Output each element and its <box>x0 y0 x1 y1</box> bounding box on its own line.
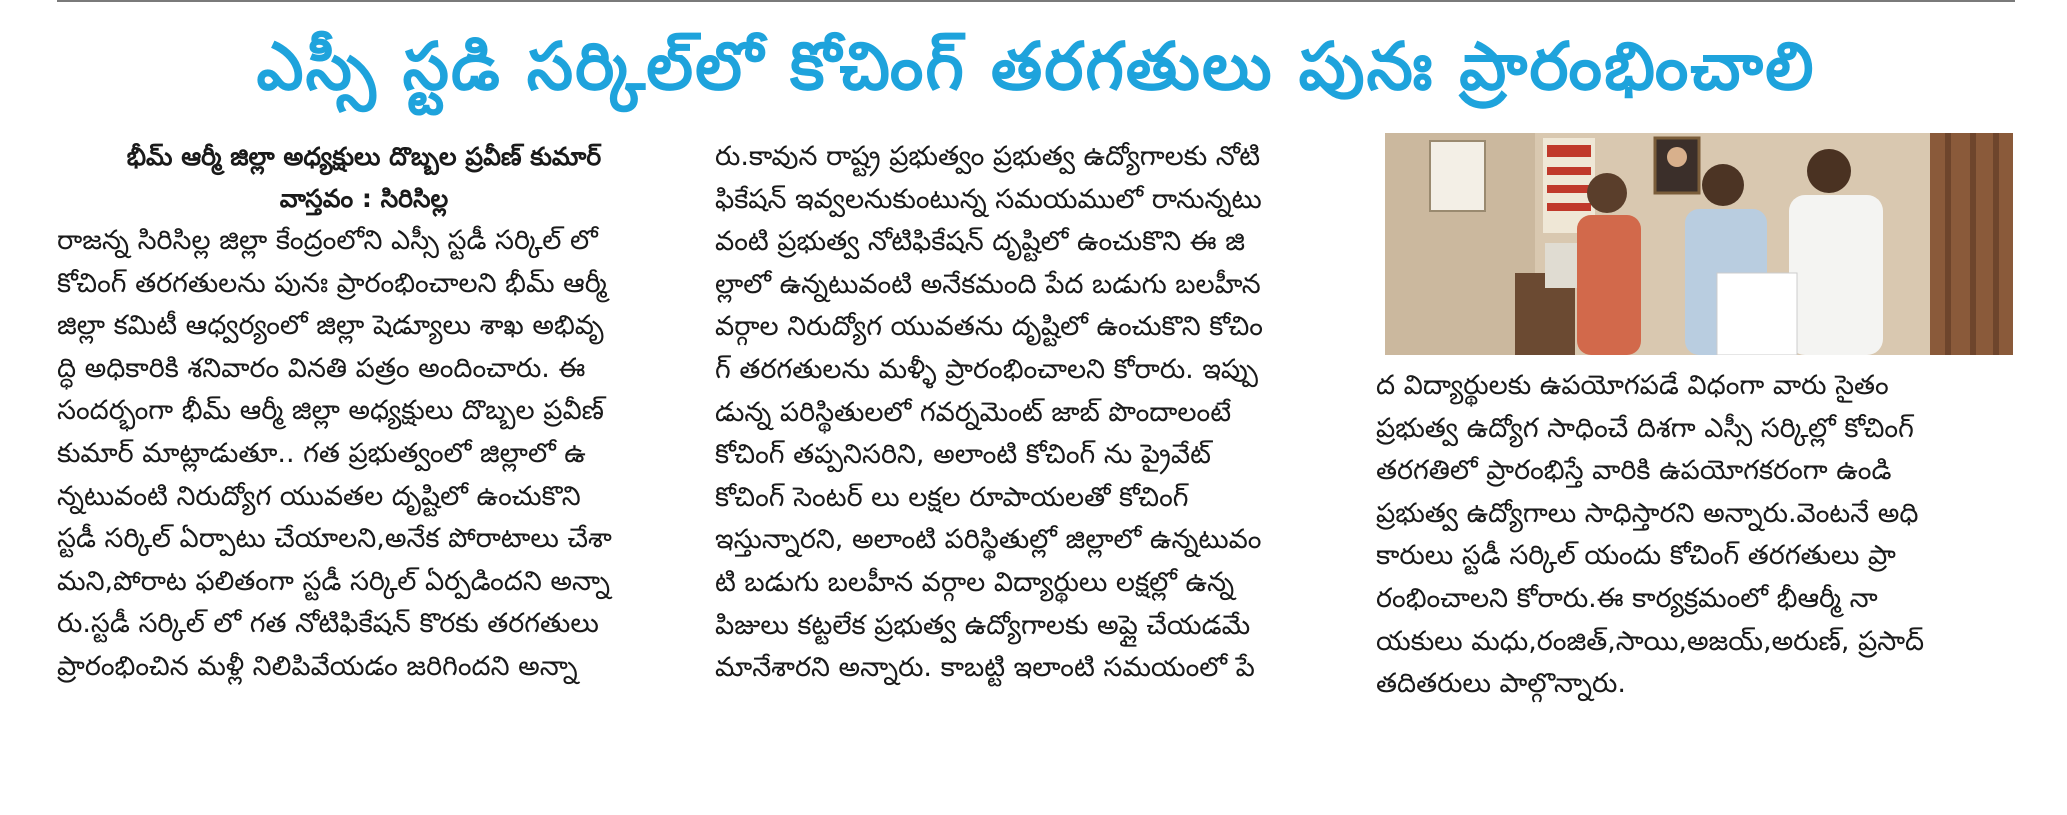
text-line: సందర్భంగా భీమ్ ఆర్మీ జిల్లా అధ్యక్షులు దొబ్బల ప్రవీణ్ <box>57 395 604 427</box>
text-line: రంభించాలని కోరారు.ఈ కార్యక్రమంలో భీఆర్మీ నా <box>1376 582 1878 614</box>
text-line: తరగతిలో ప్రారంభిస్తే వారికి ఉపయోగకరంగా ఉండి <box>1376 455 1892 487</box>
text-line: పిజులు కట్టలేక ప్రభుత్వ ఉద్యోగాలకు అప్లై చేయడమే <box>715 609 1251 641</box>
text-line: ల్లాలో ఉన్నటువంటి అనేకమంది పేద బడుగు బలహీన <box>715 268 1261 300</box>
dateline: వాస్తవం : సిరిసిల్ల <box>279 184 449 213</box>
text-line: కోచింగ్ తప్పనిసరిని, అలాంటి కోచింగ్ ను ప్రైవేట్ <box>715 439 1211 471</box>
text-line: ఇస్తున్నారని, అలాంటి పరిస్థితుల్లో జిల్లాలో ఉన్నటువం <box>715 524 1262 556</box>
text-line: యకులు మధు,రంజిత్,సాయి,అజయ్,అరుణ్, ప్రసాద్ <box>1376 625 1925 657</box>
text-line: కుమార్ మాట్లాడుతూ.. గత ప్రభుత్వంలో జిల్లాలో ఉ <box>57 437 586 469</box>
text-line: ద్ధి అధికారికి శనివారం వినతి పత్రం అందించారు. ఈ <box>57 352 586 384</box>
text-line: తదితరులు పాల్గొన్నారు. <box>1376 668 1626 700</box>
text-line: కోచింగ్ సెంటర్ లు లక్షల రూపాయలతో కోచింగ్ <box>715 481 1189 513</box>
text-line: రు.కావున రాష్ట్ర ప్రభుత్వం ప్రభుత్వ ఉద్యోగాలకు నోటి <box>715 141 1261 172</box>
column-3-text <box>1376 365 2016 706</box>
text-line: కారులు స్టడీ సర్కిల్ యందు కోచింగ్ తరగతులు ప్రా <box>1376 540 1896 572</box>
text-line: వంటి ప్రభుత్వ నోటిఫికేషన్ దృష్టిలో ఉంచుకొని ఈ జి <box>715 226 1245 258</box>
text-line: ప్రభుత్వ ఉద్యోగ సాధించే దిశగా ఎస్సీ సర్కిల్లో కోచింగ్ <box>1376 412 1914 444</box>
subheading: భీమ్ ఆర్మీ జిల్లా అధ్యక్షులు దొబ్బల ప్రవీణ్ కుమార్ <box>126 142 602 171</box>
text-line: వర్గాల నిరుద్యోగ యువతను దృష్టిలో ఉంచుకొని కోచిం <box>715 311 1264 343</box>
news-photo <box>1385 133 2013 355</box>
headline: ఎస్సీ స్టడి సర్కిల్‌లో కోచింగ్ తరగతులు పునః ప్రారంభించాలి <box>256 28 1816 105</box>
column-1-text <box>57 220 671 689</box>
text-line: ప్రారంభించిన మళ్లీ నిలిపివేయడం జరిగిందని అన్నా <box>57 650 578 682</box>
text-line: ద విద్యార్థులకు ఉపయోగపడే విధంగా వారు సైతం <box>1376 370 1889 401</box>
text-line: డున్న పరిస్థితులలో గవర్నమెంట్ జాబ్ పొందాలంటే <box>715 396 1232 428</box>
text-line: మానేశారని అన్నారు. కాబట్టి ఇలాంటి సమయంలో పే <box>715 652 1255 684</box>
article-column-1 <box>57 136 671 689</box>
photo-illustration <box>1385 133 2013 355</box>
text-line: రాజన్న సిరిసిల్ల జిల్లా కేంద్రంలోని ఎస్సీ స్టడీ సర్కిల్ లో <box>57 225 598 256</box>
text-line: స్టడీ సర్కిల్ ఏర్పాటు చేయాలని,అనేక పోరాటాలు చేశా <box>57 523 612 555</box>
top-rule <box>57 0 2015 2</box>
text-line: గ్ తరగతులను మళ్ళీ ప్రారంభించాలని కోరారు. ఇప్పు <box>715 353 1258 385</box>
text-line: మని,పోరాట ఫలితంగా స్టడీ సర్కిల్ ఏర్పడిందని అన్నా <box>57 565 610 597</box>
column-2-text <box>715 136 1350 690</box>
text-line: కోచింగ్ తరగతులను పునః ప్రారంభించాలని భీమ్ ఆర్మీ <box>57 267 607 299</box>
text-line: ఫికేషన్ ఇవ్వలనుకుంటున్న సమయములో రానున్నటు <box>715 183 1262 215</box>
article-column-2 <box>715 136 1350 690</box>
text-line: టి బడుగు బలహీన వర్గాల విద్యార్థులు లక్షల్లో ఉన్న <box>715 566 1235 598</box>
text-line: ప్రభుత్వ ఉద్యోగాలు సాధిస్తారని అన్నారు.వెంటనే అధి <box>1376 497 1919 529</box>
text-line: జిల్లా కమిటీ ఆధ్వర్యంలో జిల్లా షెడ్యూలు శాఖ అభివృ <box>57 310 604 342</box>
article-column-3 <box>1376 365 2016 706</box>
text-line: న్నటువంటి నిరుద్యోగ యువతల దృష్టిలో ఉంచుకొని <box>57 480 581 512</box>
text-line: రు.స్టడీ సర్కిల్ లో గత నోటిఫికేషన్ కొరకు తరగతులు <box>57 608 599 640</box>
